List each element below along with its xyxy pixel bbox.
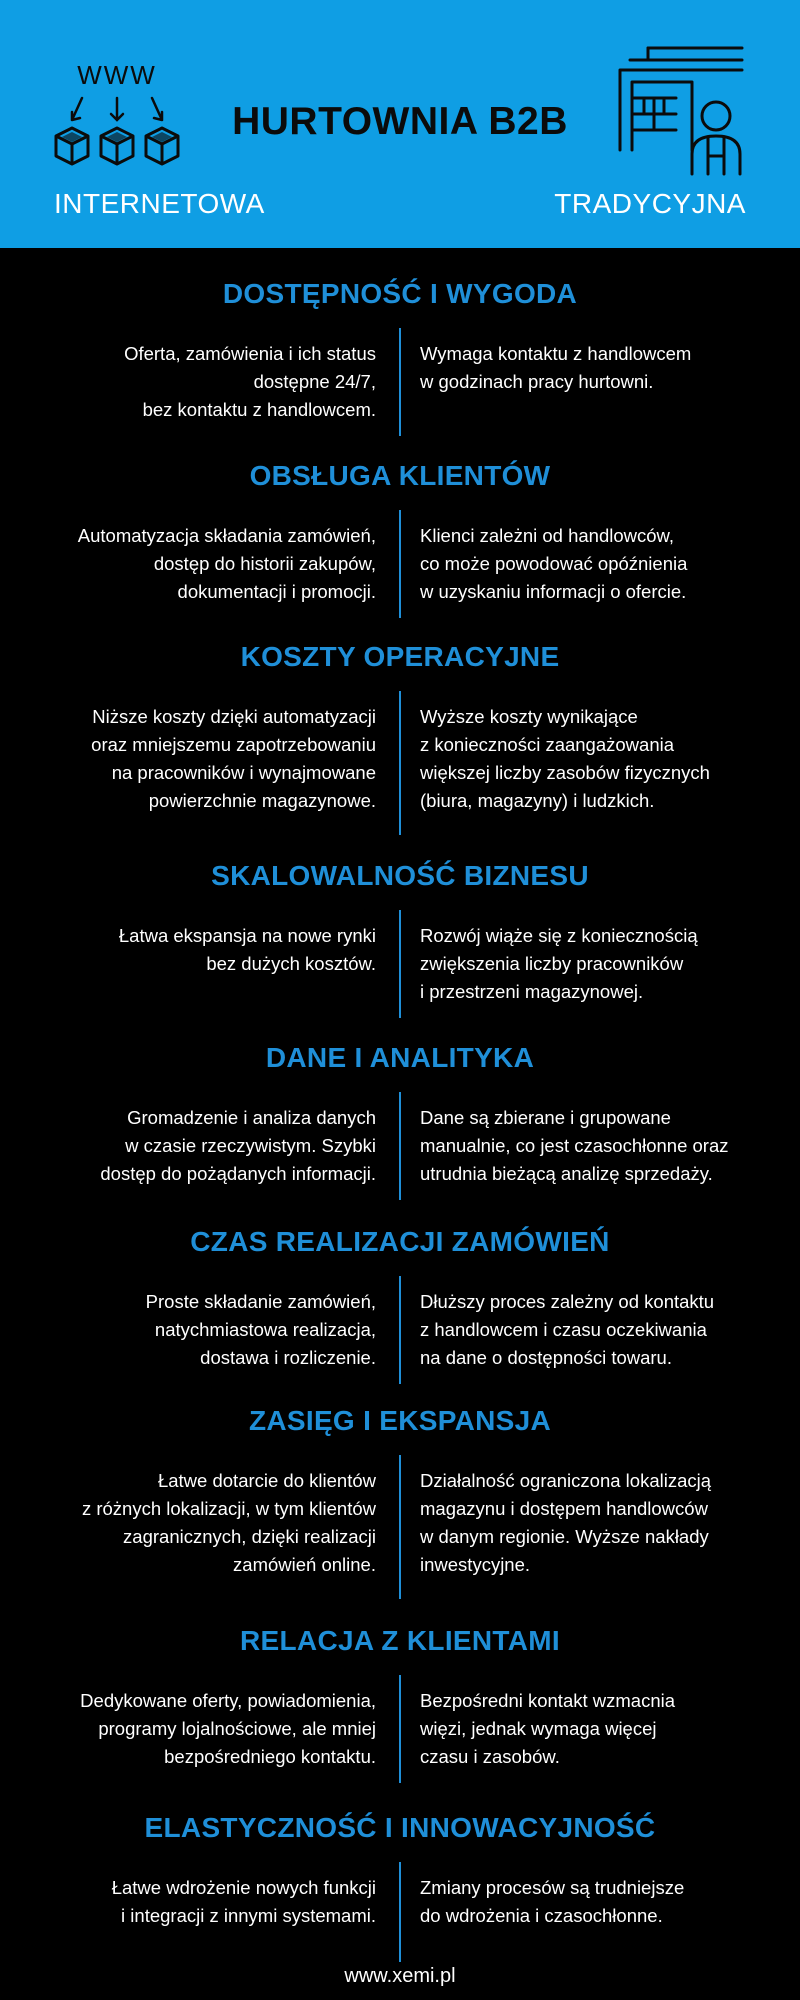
description-line: Wyższe koszty wynikające <box>420 706 638 727</box>
traditional-description <box>420 340 770 396</box>
description-line: (biura, magazyny) i ludzkich. <box>420 790 655 811</box>
description-line: co może powodować opóźnienia <box>420 553 688 574</box>
description-line: Automatyzacja składania zamówień, <box>77 525 376 546</box>
description-line: dostawa i rozliczenie. <box>200 1347 376 1368</box>
description-line: Rozwój wiąże się z koniecznością <box>420 925 698 946</box>
header-banner <box>0 0 800 248</box>
column-divider <box>399 1862 401 1962</box>
description-line: Dłuższy proces zależny od kontaktu <box>420 1291 715 1312</box>
column-divider <box>399 1276 401 1384</box>
description-line: dostęp do historii zakupów, <box>153 553 376 574</box>
description-line: Proste składanie zamówień, <box>145 1291 376 1312</box>
description-line: Klienci zależni od handlowców, <box>420 525 675 546</box>
description-line: inwestycyjne. <box>420 1554 531 1575</box>
description-line: zagranicznych, dzięki realizacji <box>123 1526 376 1547</box>
description-line: Dedykowane oferty, powiadomienia, <box>80 1690 376 1711</box>
description-line: dokumentacji i promocji. <box>177 581 376 602</box>
description-line: i przestrzeni magazynowej. <box>420 981 644 1002</box>
description-line: z różnych lokalizacji, w tym klientów <box>81 1498 376 1519</box>
description-line: w godzinach pracy hurtowni. <box>420 371 654 392</box>
description-line: dostępne 24/7, <box>253 371 376 392</box>
description-line: Zmiany procesów są trudniejsze <box>420 1877 685 1898</box>
description-line: Łatwe dotarcie do klientów <box>157 1470 376 1491</box>
description-line: bez dużych kosztów. <box>206 953 376 974</box>
description-line: Gromadzenie i analiza danych <box>127 1107 376 1128</box>
section-title: ZASIĘG I EKSPANSJA <box>248 1405 552 1436</box>
traditional-description <box>420 1288 770 1372</box>
description-line: z konieczności zaangażowania <box>420 734 675 755</box>
description-line: więzi, jednak wymaga więcej <box>420 1718 657 1739</box>
description-line: powierzchnie magazynowe. <box>148 790 376 811</box>
online-description <box>36 703 376 815</box>
online-description <box>36 1467 376 1579</box>
description-line: Wymaga kontaktu z handlowcem <box>420 343 692 364</box>
section-title: OBSŁUGA KLIENTÓW <box>249 460 551 491</box>
traditional-description <box>420 1467 770 1579</box>
description-line: Niższe koszty dzięki automatyzacji <box>92 706 376 727</box>
column-divider <box>399 1455 401 1599</box>
section-title: CZAS REALIZACJI ZAMÓWIEŃ <box>190 1226 610 1257</box>
column-divider <box>399 1675 401 1783</box>
description-line: bez kontaktu z handlowcem. <box>142 399 376 420</box>
description-line: większej liczby zasobów fizycznych <box>420 762 710 783</box>
description-line: oraz mniejszemu zapotrzebowaniu <box>91 734 376 755</box>
description-line: z handlowcem i czasu oczekiwania <box>420 1319 707 1340</box>
description-line: w danym regionie. Wyższe nakłady <box>420 1526 709 1547</box>
online-description <box>36 1874 376 1930</box>
traditional-description <box>420 522 770 606</box>
description-line: zamówień online. <box>233 1554 376 1575</box>
column-divider <box>399 510 401 618</box>
description-line: do wdrożenia i czasochłonne. <box>420 1905 663 1926</box>
description-line: czasu i zasobów. <box>420 1746 560 1767</box>
description-line: i integracji z innymi systemami. <box>121 1905 376 1926</box>
traditional-description <box>420 1687 770 1771</box>
description-line: Oferta, zamówienia i ich status <box>124 343 376 364</box>
section-title: DANE I ANALITYKA <box>265 1042 535 1073</box>
traditional-description <box>420 1104 770 1188</box>
description-line: Działalność ograniczona lokalizacją <box>420 1470 712 1491</box>
section-title: KOSZTY OPERACYJNE <box>240 641 560 672</box>
column-divider <box>399 910 401 1018</box>
description-line: dostęp do pożądanych informacji. <box>100 1163 376 1184</box>
online-description <box>36 1104 376 1188</box>
label-internetowa: INTERNETOWA <box>54 188 265 219</box>
footer-url[interactable]: www.xemi.pl <box>344 1965 456 1987</box>
traditional-description <box>420 703 770 815</box>
description-line: bezpośredniego kontaktu. <box>164 1746 376 1767</box>
description-line: w czasie rzeczywistym. Szybki <box>125 1135 376 1156</box>
online-description <box>36 1288 376 1372</box>
description-line: Łatwa ekspansja na nowe rynki <box>118 925 376 946</box>
traditional-description <box>420 1874 770 1930</box>
online-description <box>36 1687 376 1771</box>
description-line: magazynu i dostępem handlowców <box>420 1498 708 1519</box>
description-line: zwiększenia liczby pracowników <box>420 953 684 974</box>
description-line: na dane o dostępności towaru. <box>420 1347 672 1368</box>
description-line: Bezpośredni kontakt wzmacnia <box>420 1690 676 1711</box>
description-line: Łatwe wdrożenie nowych funkcji <box>111 1877 376 1898</box>
online-description <box>36 922 376 978</box>
column-divider <box>399 691 401 835</box>
section-title: DOSTĘPNOŚĆ I WYGODA <box>222 278 578 309</box>
traditional-description <box>420 922 770 1006</box>
section-title: RELACJA Z KLIENTAMI <box>240 1625 560 1656</box>
description-line: natychmiastowa realizacja, <box>154 1319 376 1340</box>
www-text: WWW <box>77 62 157 90</box>
description-line: Dane są zbierane i grupowane <box>420 1107 671 1128</box>
column-divider <box>399 1092 401 1200</box>
page-title: HURTOWNIA B2B <box>232 100 568 143</box>
description-line: programy lojalnościowe, ale mniej <box>98 1718 376 1739</box>
warehouse-seller-icon <box>618 44 746 176</box>
section-title: SKALOWALNOŚĆ BIZNESU <box>211 860 589 891</box>
label-tradycyjna: TRADYCYJNA <box>554 188 746 219</box>
description-line: utrudnia bieżącą analizę sprzedaży. <box>420 1163 713 1184</box>
description-line: na pracowników i wynajmowane <box>111 762 376 783</box>
description-line: w uzyskaniu informacji o ofercie. <box>420 581 687 602</box>
online-description <box>36 522 376 606</box>
online-description <box>36 340 376 424</box>
column-divider <box>399 328 401 436</box>
description-line: manualnie, co jest czasochłonne oraz <box>420 1135 729 1156</box>
section-title: ELASTYCZNOŚĆ I INNOWACYJNOŚĆ <box>144 1812 656 1843</box>
